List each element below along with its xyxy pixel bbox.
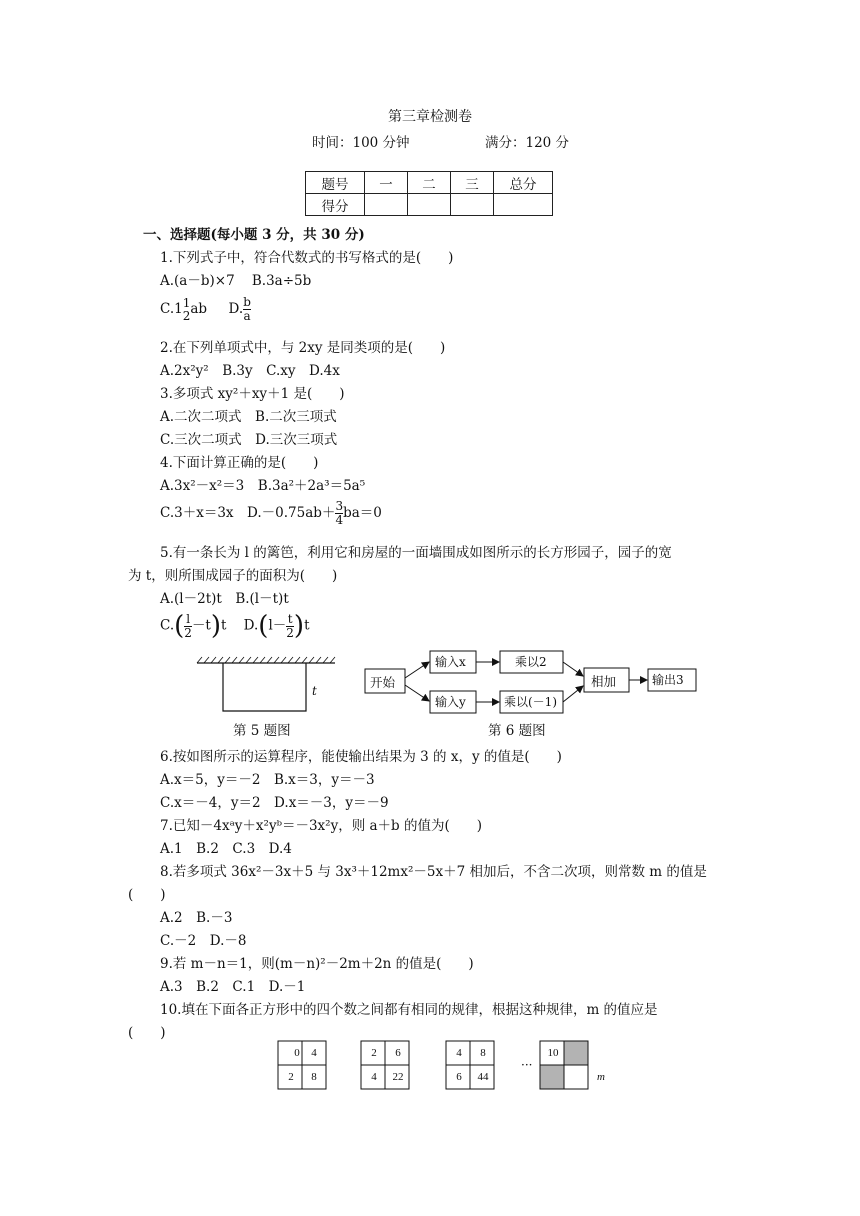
square-cell: 0 (294, 1047, 300, 1059)
fraction-denominator: 2 (184, 625, 192, 640)
q5-option-c-mid: －t (191, 617, 211, 634)
flow-label-input-x: 输入x (435, 655, 466, 669)
q4-stem: 4.下面计算正确的是( ) (160, 455, 319, 471)
q4-options-ab: A.3x²－x²＝3 B.3a²＋2a³＝5a⁵ (160, 478, 366, 494)
square-cell: 4 (456, 1047, 462, 1059)
q2-options: A.2x²y² B.3y C.xy D.4x (160, 363, 340, 379)
q3-stem: 3.多项式 xy²＋xy＋1 是( ) (160, 386, 345, 402)
square-cell: 6 (395, 1047, 401, 1059)
q5-option-c-suffix: t (221, 617, 227, 634)
fraction-denominator: 2 (182, 308, 191, 323)
flow-arrow (405, 685, 429, 701)
score-header-cell: 二 (408, 172, 451, 194)
score-table-header-row (306, 172, 553, 194)
q5-option-d-lead: l－ (268, 617, 287, 634)
square-cell: 22 (392, 1071, 404, 1083)
q3-options-cd: C.三次二项式 D.三次三项式 (160, 432, 338, 448)
time-limit: 时间：100 分钟 (312, 135, 410, 151)
square-cell: 44 (477, 1071, 489, 1083)
q6-stem: 6.按如图所示的运算程序，能使输出结果为 3 的 x，y 的值是( ) (160, 749, 562, 765)
flow-label-input-y: 输入y (435, 695, 466, 709)
q9-stem: 9.若 m－n＝1，则(m－n)²－2m＋2n 的值是( ) (160, 956, 474, 972)
q3-options-ab: A.二次二项式 B.二次三项式 (160, 409, 337, 425)
q5-options-ab: A.(l－2t)t B.(l－t)t (160, 591, 289, 607)
score-header-cell: 一 (365, 172, 408, 194)
fraction-numerator: b (243, 295, 251, 309)
flow-arrow (563, 662, 583, 676)
q1-option-b: B.3a÷5b (251, 273, 312, 289)
fence-rectangle (223, 663, 306, 711)
q4-option-cd-text: C.3＋x＝3x D.－0.75ab＋ (160, 505, 336, 521)
q6-options-ab: A.x＝5，y＝－2 B.x＝3，y＝－3 (160, 772, 375, 788)
wall-hatching (197, 657, 335, 663)
q10-stem-line2: ( ) (128, 1025, 166, 1041)
q5-option-d-suffix: t (304, 617, 310, 634)
full-score: 满分：120 分 (485, 135, 570, 151)
q5-stem-line2: 为 t，则所围成园子的面积为( ) (128, 568, 338, 584)
q5-option-c-fraction (184, 613, 192, 640)
square-cell: 6 (456, 1071, 462, 1083)
q7-options: A.1 B.2 C.3 D.4 (160, 841, 292, 857)
q2-stem: 2.在下列单项式中，与 2xy 是同类项的是( ) (160, 340, 446, 356)
square-cell: 10 (547, 1047, 559, 1059)
square-4-shaded-bl (540, 1065, 564, 1089)
fraction-denominator: 4 (335, 513, 344, 527)
fig5-diagram (195, 655, 340, 717)
fraction-numerator: 3 (335, 499, 344, 513)
flow-arrow (563, 686, 583, 702)
flow-label-mul-neg1: 乘以(－1) (504, 695, 557, 709)
score-cell[interactable] (365, 194, 408, 216)
square-cell: 8 (311, 1071, 317, 1083)
score-header-cell: 题号 (306, 172, 365, 194)
q8-options-ab: A.2 B.－3 (160, 910, 233, 926)
flow-label-add: 相加 (591, 674, 617, 689)
ellipsis: ··· (521, 1058, 533, 1072)
fig5-caption: 第 5 题图 (233, 723, 291, 739)
section-heading: 一、选择题(每小题 3 分，共 30 分) (143, 227, 365, 243)
q5-option-d-fraction (286, 613, 294, 640)
score-table-score-row (306, 194, 553, 216)
flow-label-output: 输出3 (652, 673, 684, 687)
q7-stem: 7.已知－4xᵃy＋x²yᵇ＝－3x²y，则 a＋b 的值为( ) (160, 818, 483, 834)
right-paren: ) (210, 611, 222, 641)
square-cell: 8 (480, 1047, 486, 1059)
left-paren: ( (258, 611, 269, 641)
score-row-label: 得分 (306, 194, 365, 216)
q1-option-d-prefix: D. (228, 301, 244, 317)
flow-label-start: 开始 (370, 675, 396, 690)
q10-stem-line1: 10.填在下面各正方形中的四个数之间都有相同的规律，根据这种规律，m 的值应是 (160, 1002, 658, 1018)
score-header-cell: 总分 (494, 172, 553, 194)
q5-option-d-prefix: D. (243, 617, 259, 634)
flow-label-mul2: 乘以2 (515, 655, 547, 669)
q5-stem-line1: 5.有一条长为 l 的篱笆，利用它和房屋的一面墙围成如图所示的长方形园子，园子的宽 (160, 545, 672, 561)
q1-stem: 1.下列式子中，符合代数式的书写格式的是( ) (160, 250, 454, 266)
q1-option-d-fraction (243, 296, 251, 323)
q9-options: A.3 B.2 C.1 D.－1 (160, 979, 306, 995)
q6-options-cd: C.x＝－4，y＝2 D.x＝－3，y＝－9 (160, 795, 389, 811)
score-cell[interactable] (451, 194, 494, 216)
score-cell[interactable] (408, 194, 451, 216)
fraction-denominator: 2 (286, 625, 294, 640)
q1-option-c-prefix: C.1 (160, 301, 183, 317)
square-cell: 4 (311, 1047, 317, 1059)
q5-options-cd (160, 611, 310, 641)
fig5-label-t: t (312, 684, 317, 698)
q4-option-d-fraction (335, 500, 343, 527)
fraction-numerator: l (186, 611, 191, 626)
q5-option-c-prefix: C. (160, 617, 175, 634)
q8-stem-line2: ( ) (128, 887, 166, 903)
square-cell: 2 (371, 1047, 377, 1059)
right-paren: ) (293, 611, 305, 641)
fig6-caption: 第 6 题图 (488, 723, 546, 739)
score-cell[interactable] (494, 194, 553, 216)
fraction-numerator: 1 (182, 295, 191, 310)
q1-option-c-suffix: ab (190, 301, 208, 317)
q4-options-cd (160, 500, 382, 527)
q1-option-a: A.(a－b)×7 (160, 273, 235, 289)
q8-stem-line1: 8.若多项式 36x²－3x＋5 与 3x³＋12mx²－5x＋7 相加后，不含二次项，则常数 m 的值是 (160, 864, 707, 880)
square-4-shaded-tr (564, 1041, 588, 1065)
q1-options-ab (160, 269, 311, 289)
score-table (305, 171, 553, 216)
fraction-numerator: t (287, 611, 293, 626)
q1-options-cd (160, 296, 251, 323)
page-title: 第三章检测卷 (388, 109, 472, 125)
square-cell-m: m (597, 1071, 605, 1083)
q4-option-d-suffix: ba＝0 (343, 505, 382, 521)
flow-arrow (405, 662, 429, 678)
fraction-denominator: a (243, 309, 251, 323)
q8-options-cd: C.－2 D.－8 (160, 933, 247, 949)
score-header-cell: 三 (451, 172, 494, 194)
left-paren: ( (174, 611, 185, 641)
square-cell: 2 (288, 1071, 294, 1083)
square-cell: 4 (371, 1071, 377, 1083)
